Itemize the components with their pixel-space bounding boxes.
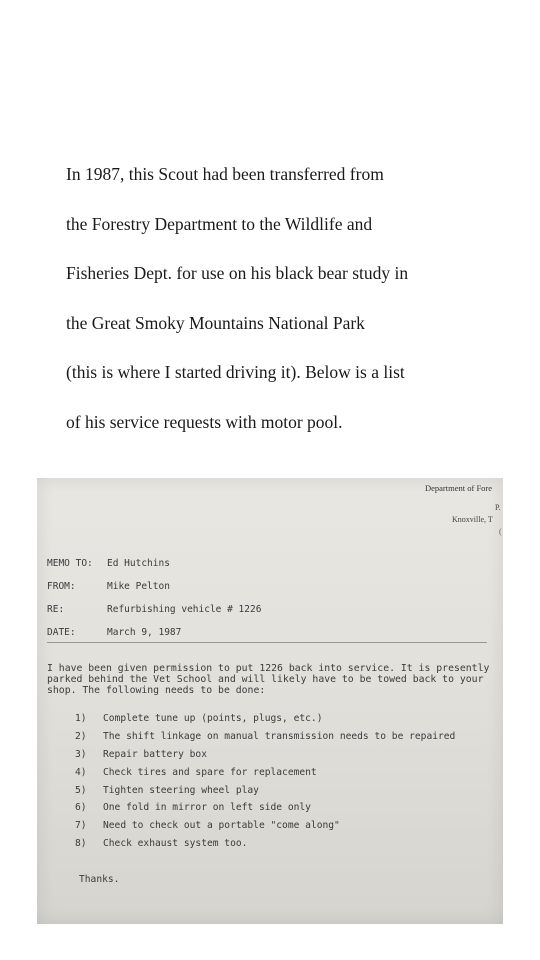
memo-date-value: March 9, 1987 (107, 627, 182, 638)
intro-line: In 1987, this Scout had been transferred from (66, 164, 384, 184)
intro-line: the Forestry Department to the Wildlife and (66, 213, 373, 234)
list-item: 4) Check tires and spare for replacement (75, 766, 317, 778)
memo-closing: Thanks. (79, 874, 120, 885)
memo-to-label: MEMO TO: (47, 558, 93, 569)
memo-from-label: FROM: (47, 581, 76, 592)
letterhead-city: Knoxville, T (452, 515, 493, 524)
memo-re-label: RE: (47, 604, 65, 615)
list-item: 2) The shift linkage on manual transmission needs to be repaired (75, 730, 456, 742)
letterhead-po: P. (495, 503, 501, 512)
intro-line: Fisheries Dept. for use on his black bear study in (66, 263, 409, 283)
list-item: 3) Repair battery box (75, 748, 207, 760)
letterhead-paren: ( (499, 527, 502, 536)
memo-to-value: Ed Hutchins (107, 558, 170, 569)
memo-date-row (47, 627, 181, 638)
memo-from-value: Mike Pelton (107, 581, 170, 592)
memo-photo (37, 478, 503, 924)
letterhead-department: Department of Fore (425, 483, 493, 493)
list-item: 1) Complete tune up (points, plugs, etc.) (75, 713, 323, 724)
memo-re-row (47, 604, 261, 615)
intro-text (66, 158, 486, 455)
intro-line: the Great Smoky Mountains National Park (66, 312, 365, 333)
intro-line: (this is where I started driving it). Below is a list (66, 362, 405, 382)
intro-line: of his service requests with motor pool. (66, 411, 343, 432)
memo-divider (47, 642, 487, 643)
service-list (75, 712, 455, 855)
list-item: 6) One fold in mirror on left side only (75, 802, 311, 814)
memo-re-value: Refurbishing vehicle # 1226 (107, 604, 262, 615)
list-item: 7) Need to check out a portable "come along" (75, 820, 340, 832)
list-item: 8) Check exhaust system too. (75, 838, 248, 850)
memo-to-row (47, 558, 170, 569)
list-item: 5) Tighten steering wheel play (75, 784, 259, 796)
memo-paragraph: I have been given permission to put 1226 back into service. It is presently parked behind the Vet School and will likely have to be towed back to your shop. The following needs to be done: (47, 663, 490, 696)
memo-from-row (47, 581, 170, 592)
memo-date-label: DATE: (47, 627, 76, 638)
